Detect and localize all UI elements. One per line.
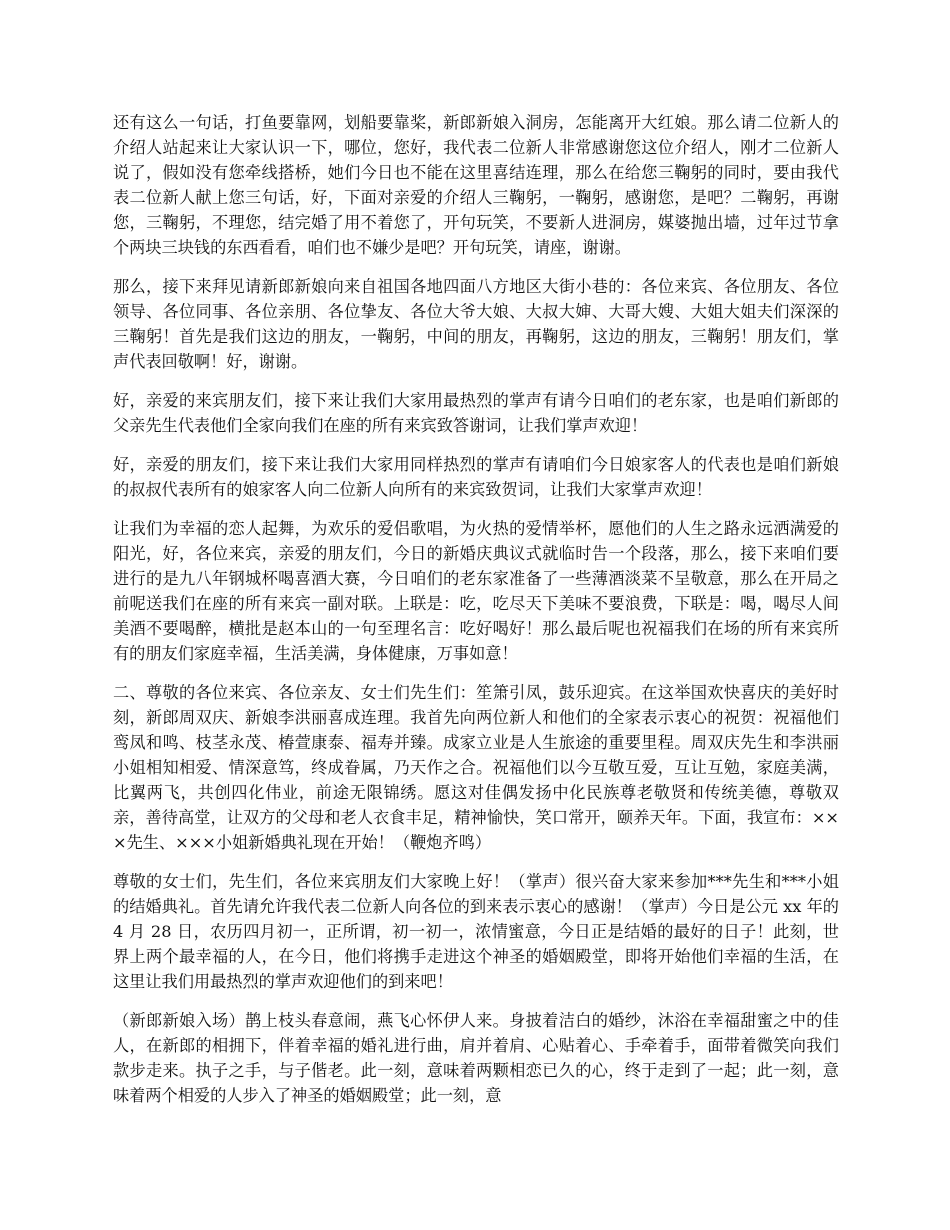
paragraph-banquet-toast: 让我们为幸福的恋人起舞，为欢乐的爱侣歌唱，为火热的爱情举杯，愿他们的人生之路永远洒满爱的阳光，好，各位来宾，亲爱的朋友们，今日的新婚庆典议式就临时告一个段落，那么，接下来咱们要进行的是九八年钢城杯喝喜酒大赛，今日咱们的老东家准备了一些薄酒淡菜不呈敬意，那么在开局之前呢送我们在座的所有来宾一副对联。上联是：吃，吃尽天下美味不要浪费，下联是：喝，喝尽人间美酒不要喝醉，横批是赵本山的一句至理名言：吃好喝好！那么最后呢也祝福我们在场的所有来宾所有的朋友们家庭幸福，生活美满，身体健康，万事如意！ — [113, 519, 839, 663]
paragraph-matchmaker-thanks: 还有这么一句话，打鱼要靠网，划船要靠桨，新郎新娘入洞房，怎能离开大红娘。那么请二位新人的介绍人站起来让大家认识一下，哪位，您好，我代表二位新人非常感谢您这位介绍人，刚才二位新人说了，假如没有您牵线搭桥，她们今日也不能在这里喜结连理，那么在给您三鞠躬的同时，要由我代表二位新人献上您三句话，好，下面对亲爱的介绍人三鞠躬，一鞠躬，感谢您，是吧？二鞠躬，再谢您，三鞠躬，不理您，结完婚了用不着您了，开句玩笑，不要新人进洞房，媒婆抛出墙，过年过节拿个两块三块钱的东西看看，咱们也不嫌少是吧？开句玩笑，请座，谢谢。 — [113, 113, 839, 257]
paragraph-bride-uncle-speech: 好，亲爱的朋友们，接下来让我们大家用同样热烈的掌声有请咱们今日娘家客人的代表也是咱们新娘的叔叔代表所有的娘家客人向二位新人向所有的来宾致贺词，让我们大家掌声欢迎！ — [113, 455, 839, 499]
paragraph-evening-welcome: 尊敬的女士们，先生们，各位来宾朋友们大家晚上好！（掌声）很兴奋大家来参加***先生和***小姐的结婚典礼。首先请允许我代表二位新人向各位的到来表示衷心的感谢！（掌声）今日是公元 xx 年的 4 月 28 日，农历四月初一，正所谓，初一初一，浓情蜜意，今日正是结婚的最好的日子！此刻，世界上两个最幸福的人，在今日，他们将携手走进这个神圣的婚姻殿堂，即将开始他们幸福的生活，在这里让我们用最热烈的掌声欢迎他们的到来吧！ — [113, 872, 839, 991]
paragraph-couple-entrance: （新郎新娘入场）鹊上枝头春意闹，燕飞心怀伊人来。身披着洁白的婚纱，沐浴在幸福甜蜜之中的佳人，在新郎的相拥下，伴着幸福的婚礼进行曲，肩并着肩、心贴着心、手牵着手，面带着微笑向我们款步走来。执子之手，与子偕老。此一刻，意味着两颗相恋已久的心，终于走到了一起；此一刻，意味着两个相爱的人步入了神圣的婚姻殿堂；此一刻，意 — [113, 1011, 839, 1105]
paragraph-groom-father-speech: 好，亲爱的来宾朋友们，接下来让我们大家用最热烈的掌声有请今日咱们的老东家，也是咱们新郎的父亲先生代表他们全家向我们在座的所有来宾致答谢词，让我们掌声欢迎！ — [113, 391, 839, 435]
paragraph-bowing-to-guests: 那么，接下来拜见请新郎新娘向来自祖国各地四面八方地区大街小巷的：各位来宾、各位朋友、各位领导、各位同事、各位亲朋、各位挚友、各位大爷大娘、大叔大婶、大哥大嫂、大姐大姐夫们深深的三鞠躬！首先是我们这边的朋友，一鞠躬，中间的朋友，再鞠躬，这边的朋友，三鞠躬！朋友们，掌声代表回敬啊！好，谢谢。 — [113, 277, 839, 371]
document-body — [113, 110, 839, 1108]
paragraph-ceremony-opening: 二、尊敬的各位来宾、各位亲友、女士们先生们：笙箫引凤，鼓乐迎宾。在这举国欢快喜庆的美好时刻，新郎周双庆、新娘李洪丽喜成连理。我首先向两位新人和他们的全家表示衷心的祝贺：祝福他们鸾凤和鸣、枝茎永茂、椿萱康泰、福寿并臻。成家立业是人生旅途的重要里程。周双庆先生和李洪丽小姐相知相爱、情深意笃，终成眷属，乃天作之合。祝福他们以今互敬互爱，互让互勉，家庭美满，比翼两飞，共创四化伟业，前途无限锦绣。愿这对佳偶发扬中化民族尊老敬贤和传统美德，尊敬双亲，善待高堂，让双方的父母和老人衣食丰足，精神愉快，笑口常开，颐养天年。下面，我宣布：×××先生、×××小姐新婚典礼现在开始！（鞭炮齐鸣） — [113, 683, 839, 852]
